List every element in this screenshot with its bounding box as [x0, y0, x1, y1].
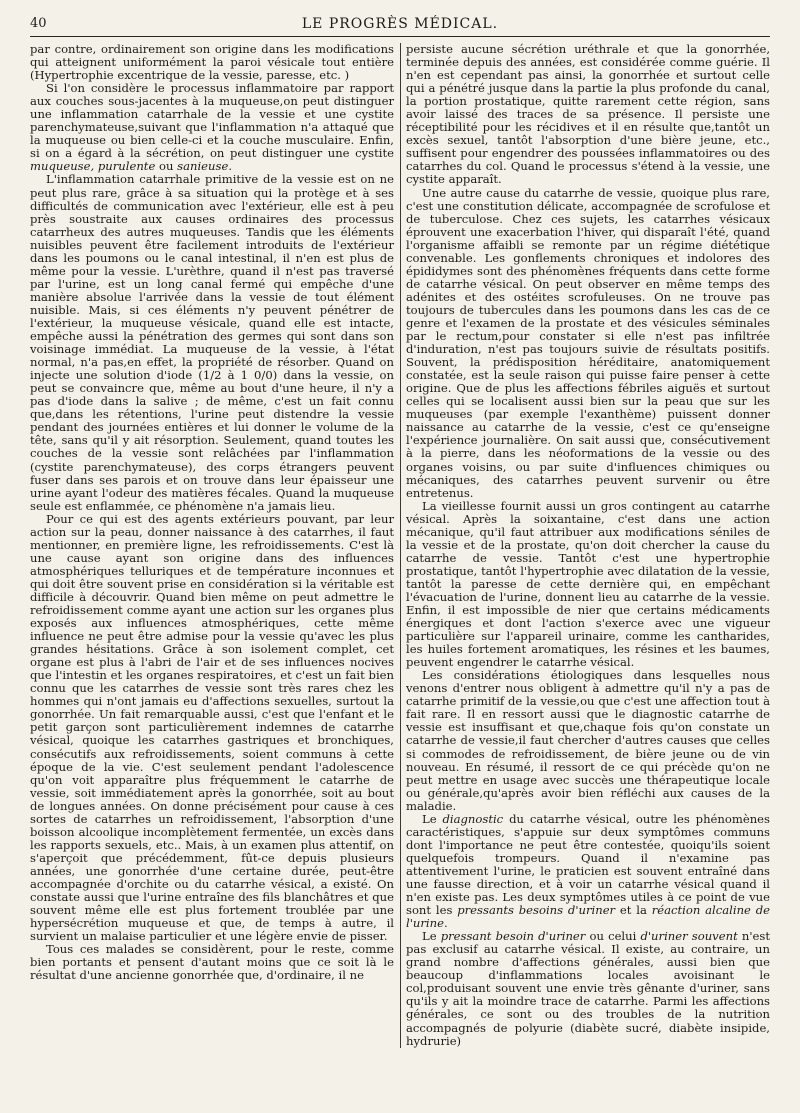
text-run: Tous ces malades se considèrent, pour le reste, comme bien portants et pensent d'autant moins que ce soit là le résultat d'une ancienne gonorrhée que, d'ordinaire, il ne: [30, 942, 394, 983]
paragraph-r4: [406, 669, 770, 813]
paragraph-l5: [30, 943, 394, 982]
text-run: ou: [155, 159, 178, 174]
text-run: Une autre cause du catarrhe de vessie, quoique plus rare, c'est une constitution délicate, accompagnée de scrofulose et de tuberculose. Chez ces sujets, les catarrhes vésicaux éprouvent une exacerbation l'hiver, qui disparaît l'été, quand l'organisme affaibli se remonte par un régime diététique convenable. Les gonflements chroniques et indolores des épididymes sont des phénomènes fréquents dans cette forme de catarrhe vésical. On peut observer en même temps des adénites et des ostéites scrofuleuses. On ne trouve pas toujours de tubercules dans les poumons dans les cas de ce genre et l'examen de la prostate et des vésicules séminales par le rectum,pour constater si elle n'est pas infiltrée d'induration, n'est pas toujours suivie de résultats positifs. Souvent, la prédisposition héréditaire, anatomiquement constatée, est la seule raison qui puisse faire penser à cette origine. Que de plus les affections fébriles aiguës et surtout celles qui se localisent aussi bien sur la peau que sur les muqueuses (par exemple l'exanthème) puissent donner naissance au catarrhe de la vessie, c'est ce qu'enseigne l'expérience journalière. On sait aussi que, consécutivement à la pierre, dans les néoformations de la vessie ou des organes voisins, ou par suite d'influences chimiques ou mécaniques, des catarrhes peuvent survenir ou être entretenus.: [406, 185, 770, 500]
paragraph-l4: [30, 513, 394, 944]
column-divider: [400, 43, 401, 1048]
text-run: Pour ce qui est des agents extérieurs pouvant, par leur action sur la peau, donner naissance à des catarrhes, il faut mentionner, en première ligne, les refroidissements. C'est là une cause ayant son origine dans des influences atmosphériques telluriques et de température inconnues et qui doit être souvent prise en considération si la véritable est difficile à découvrir. Quand bien même on peut admettre le refroidissement comme ayant une action sur les organes plus exposés aux influences atmosphériques, cette même influence ne peut être admise pour la vessie qu'avec les plus grandes hésitations. Grâce à son isolement complet, cet organe est plus à l'abri de l'air et de ses influences nocives que l'intestin et les organes respiratoires, et c'est un fait bien connu que les catarrhes de vessie sont très rares chez les hommes qui n'ont jamais eu d'affections sexuelles, surtout la gonorrhée. Un fait remarquable aussi, c'est que l'enfant et le petit garçon sont particulièrement indemnes de catarrhe vésical, quoique les catarrhes gastriques et bronchiques, consécutifs aux refroidissements, soient communs à cette époque de la vie. C'est seulement pendant l'adolescence qu'on voit apparaître plus fréquemment le catarrhe de vessie, soit immédiatement après la gonorrhée, soit au bout de longues années. On donne précisément pour cause à ces sortes de catarrhes un refroidissement, l'absorption d'une boisson alcoolique incomplètement fermentée, un excès dans les rapports sexuels, etc.. Mais, à un examen plus attentif, on s'aperçoit que précédemment, fût-ce depuis plusieurs années, une gonorrhée d'une certaine durée, peut-être accompagnée d'orchite ou du catarrhe vésical, a existé. On constate aussi que l'urine entraîne des fils blanchâtres et que souvent même elle est plus fortement troublée par une hypersécrétion muqueuse et que, de temps à autre, il survient un malaise particulier et une légère envie de pisser.: [30, 511, 394, 944]
italic-text: muqueuse, purulente: [30, 159, 156, 174]
italic-text: réaction alcaline de l'urine: [406, 903, 771, 931]
italic-text: pressants besoins d'uriner: [457, 903, 616, 918]
running-title: LE PROGRÈS MÉDICAL.: [301, 16, 499, 32]
text-run: Si l'on considère le processus inflammatoire par rapport aux couches sous-jacentes à la muqueuse,on peut distinguer une inflammation catarrhale de la vessie et une cystite parenchymateuse,suivant que l'inflammation n'a attaqué que la muqueuse ou bien celle-ci et la couche musculaire. Enfin, si on a égard à la sécrétion, on peut distinguer une cystite: [30, 81, 394, 161]
right-column: [406, 43, 770, 1048]
paragraph-r5: [406, 813, 770, 930]
italic-text: sanieuse: [177, 159, 229, 174]
text-run: L'inflammation catarrhale primitive de la vessie est on ne peut plus rare, grâce à sa situation qui la protège et à ses difficultés de communication avec l'extérieur, elle est à peu près soustraite aux causes ordinaires des processus catarrheux des autres muqueuses. Tandis que les éléments nuisibles peuvent être facilement introduits de l'extérieur dans les poumons ou le canal intestinal, il n'en est plus de même pour la vessie. L'urèthre, quand il n'est pas traversé par l'urine, est un long canal fermé qui empêche d'une manière absolue l'arrivée dans la vessie de tout élément nuisible. Mais, si ces éléments n'y peuvent pénétrer de l'extérieur, la muqueuse vésicale, quand elle est intacte, empêche aussi la pénétration des germes qui sont dans son voisinage immédiat. La muqueuse de la vessie, à l'état normal, n'a pas,en effet, la propriété de résorber. Quand on injecte une solution d'iode (1/2 à 1 0/0) dans la vessie, on peut se convaincre que, même au bout d'une heure, il n'y a pas d'iode dans la salive ; de même, c'est un fait connu que,dans les rétentions, l'urine peut distendre la vessie pendant des journées entières et lui donner le volume de la tête, sans qu'il y ait résorption. Seulement, quand toutes les couches de la vessie sont relâchées par l'inflammation (cystite parenchymateuse), des corps étrangers peuvent fuser dans ses parois et on trouve dans leur épaisseur une urine ayant l'odeur des matières fécales. Quand la muqueuse seule est enflammée, ce phénomène n'a jamais lieu.: [30, 172, 394, 513]
text-columns: [30, 43, 770, 1048]
text-run: Le: [422, 929, 441, 944]
text-run: La vieillesse fournit aussi un gros contingent au catarrhe vésical. Après la soixantaine, c'est dans une action mécanique, qu'il faut attribuer aux modifications séniles de la vessie et de la prostate, qu'on doit chercher la cause du catarrhe de vessie. Tantôt c'est une hypertrophie prostatique, tantôt l'hypertrophie avec dilatation de la vessie, tantôt la paresse de cette dernière qui, en empêchant l'évacuation de l'urine, donnent lieu au catarrhe de la vessie. Enfin, il est impossible de nier que certains médicaments énergiques et dont l'action s'exerce avec une vigueur particulière sur l'appareil urinaire, comme les cantharides, les huiles fortement aromatiques, les résines et les baumes, peuvent engendrer le catarrhe vésical.: [406, 498, 770, 670]
text-run: du catarrhe vésical, outre les phénomènes caractéristiques, s'appuie sur deux symptômes communs dont l'importance ne peut être contestée, quoiqu'ils soient quelquefois trompeurs. Quand il n'examine pas attentivement l'urine, le praticien est souvent entraîné dans une fausse direction, et à voir un catarrhe vésical quand il n'en existe pas. Les deux symptômes utiles à ce point de vue sont les: [406, 811, 770, 918]
paragraph-r6: [406, 930, 770, 1047]
italic-text: diagnostic: [442, 811, 504, 826]
paragraph-l1: [30, 43, 394, 82]
text-run: .: [443, 916, 448, 931]
text-run: et la: [615, 903, 652, 918]
text-run: .: [228, 159, 233, 174]
page-header: [30, 14, 770, 37]
left-column: [30, 43, 394, 1048]
paragraph-l2: [30, 82, 394, 173]
paragraph-r2: [406, 187, 770, 500]
text-run: ou celui: [585, 929, 641, 944]
text-run: n'est pas exclusif au catarrhe vésical. Il existe, au contraire, un grand nombre d'affections générales, aussi bien que beaucoup d'inflammations locales avoisinant le col,produisant souvent une envie très gênante d'uriner, sans qu'ils y ait la moindre trace de catarrhe. Parmi les affections générales, ce sont ou des troubles de la nutrition accompagnés de polyurie (diabète sucré, diabète insipide, hydrurie): [406, 929, 770, 1048]
text-run: par contre, ordinairement son origine dans les modifications qui atteignent uniformément la paroi vésicale tout entière (Hypertrophie excentrique de la vessie, paresse, etc. ): [30, 42, 394, 83]
text-run: Le: [422, 811, 443, 826]
paragraph-r1: [406, 43, 770, 187]
page-number: 40: [30, 16, 47, 31]
paragraph-r3: [406, 500, 770, 670]
text-run: persiste aucune sécrétion uréthrale et que la gonorrhée, terminée depuis des années, est considérée comme guérie. Il n'en est cependant pas ainsi, la gonorrhée et surtout celle qui a pénétré jusque dans la partie la plus profonde du canal, la portion prostatique, quitte rarement cette région, sans avoir laissé des traces de sa présence. Il persiste une réceptibilité pour les récidives et il en résulte que,tantôt un excès sexuel, tantôt l'absorption d'une bière jeune, etc., suffisent pour engendrer des poussées inflammatoires ou des catarrhes du col. Quand le processus s'étend à la vessie, une cystite apparaît.: [406, 42, 770, 187]
italic-text: d'uriner souvent: [640, 929, 738, 944]
paragraph-l3: [30, 173, 394, 512]
italic-text: pressant besoin d'uriner: [440, 929, 586, 944]
text-run: Les considérations étiologiques dans lesquelles nous venons d'entrer nous obligent à admettre qu'il n'y a pas de catarrhe primitif de la vessie,ou que c'est une affection tout à fait rare. Il en ressort aussi que le diagnostic catarrhe de vessie est insuffisant et que,chaque fois qu'on constate un catarrhe de vessie,il faut chercher d'autres causes que celles si commodes de refroidissement, de bière jeune ou de vin nouveau. En résumé, il ressort de ce qui précède qu'on ne peut mettre en usage avec succès une thérapeutique locale ou générale,qu'après avoir bien réfléchi aux causes de la maladie.: [406, 668, 770, 813]
